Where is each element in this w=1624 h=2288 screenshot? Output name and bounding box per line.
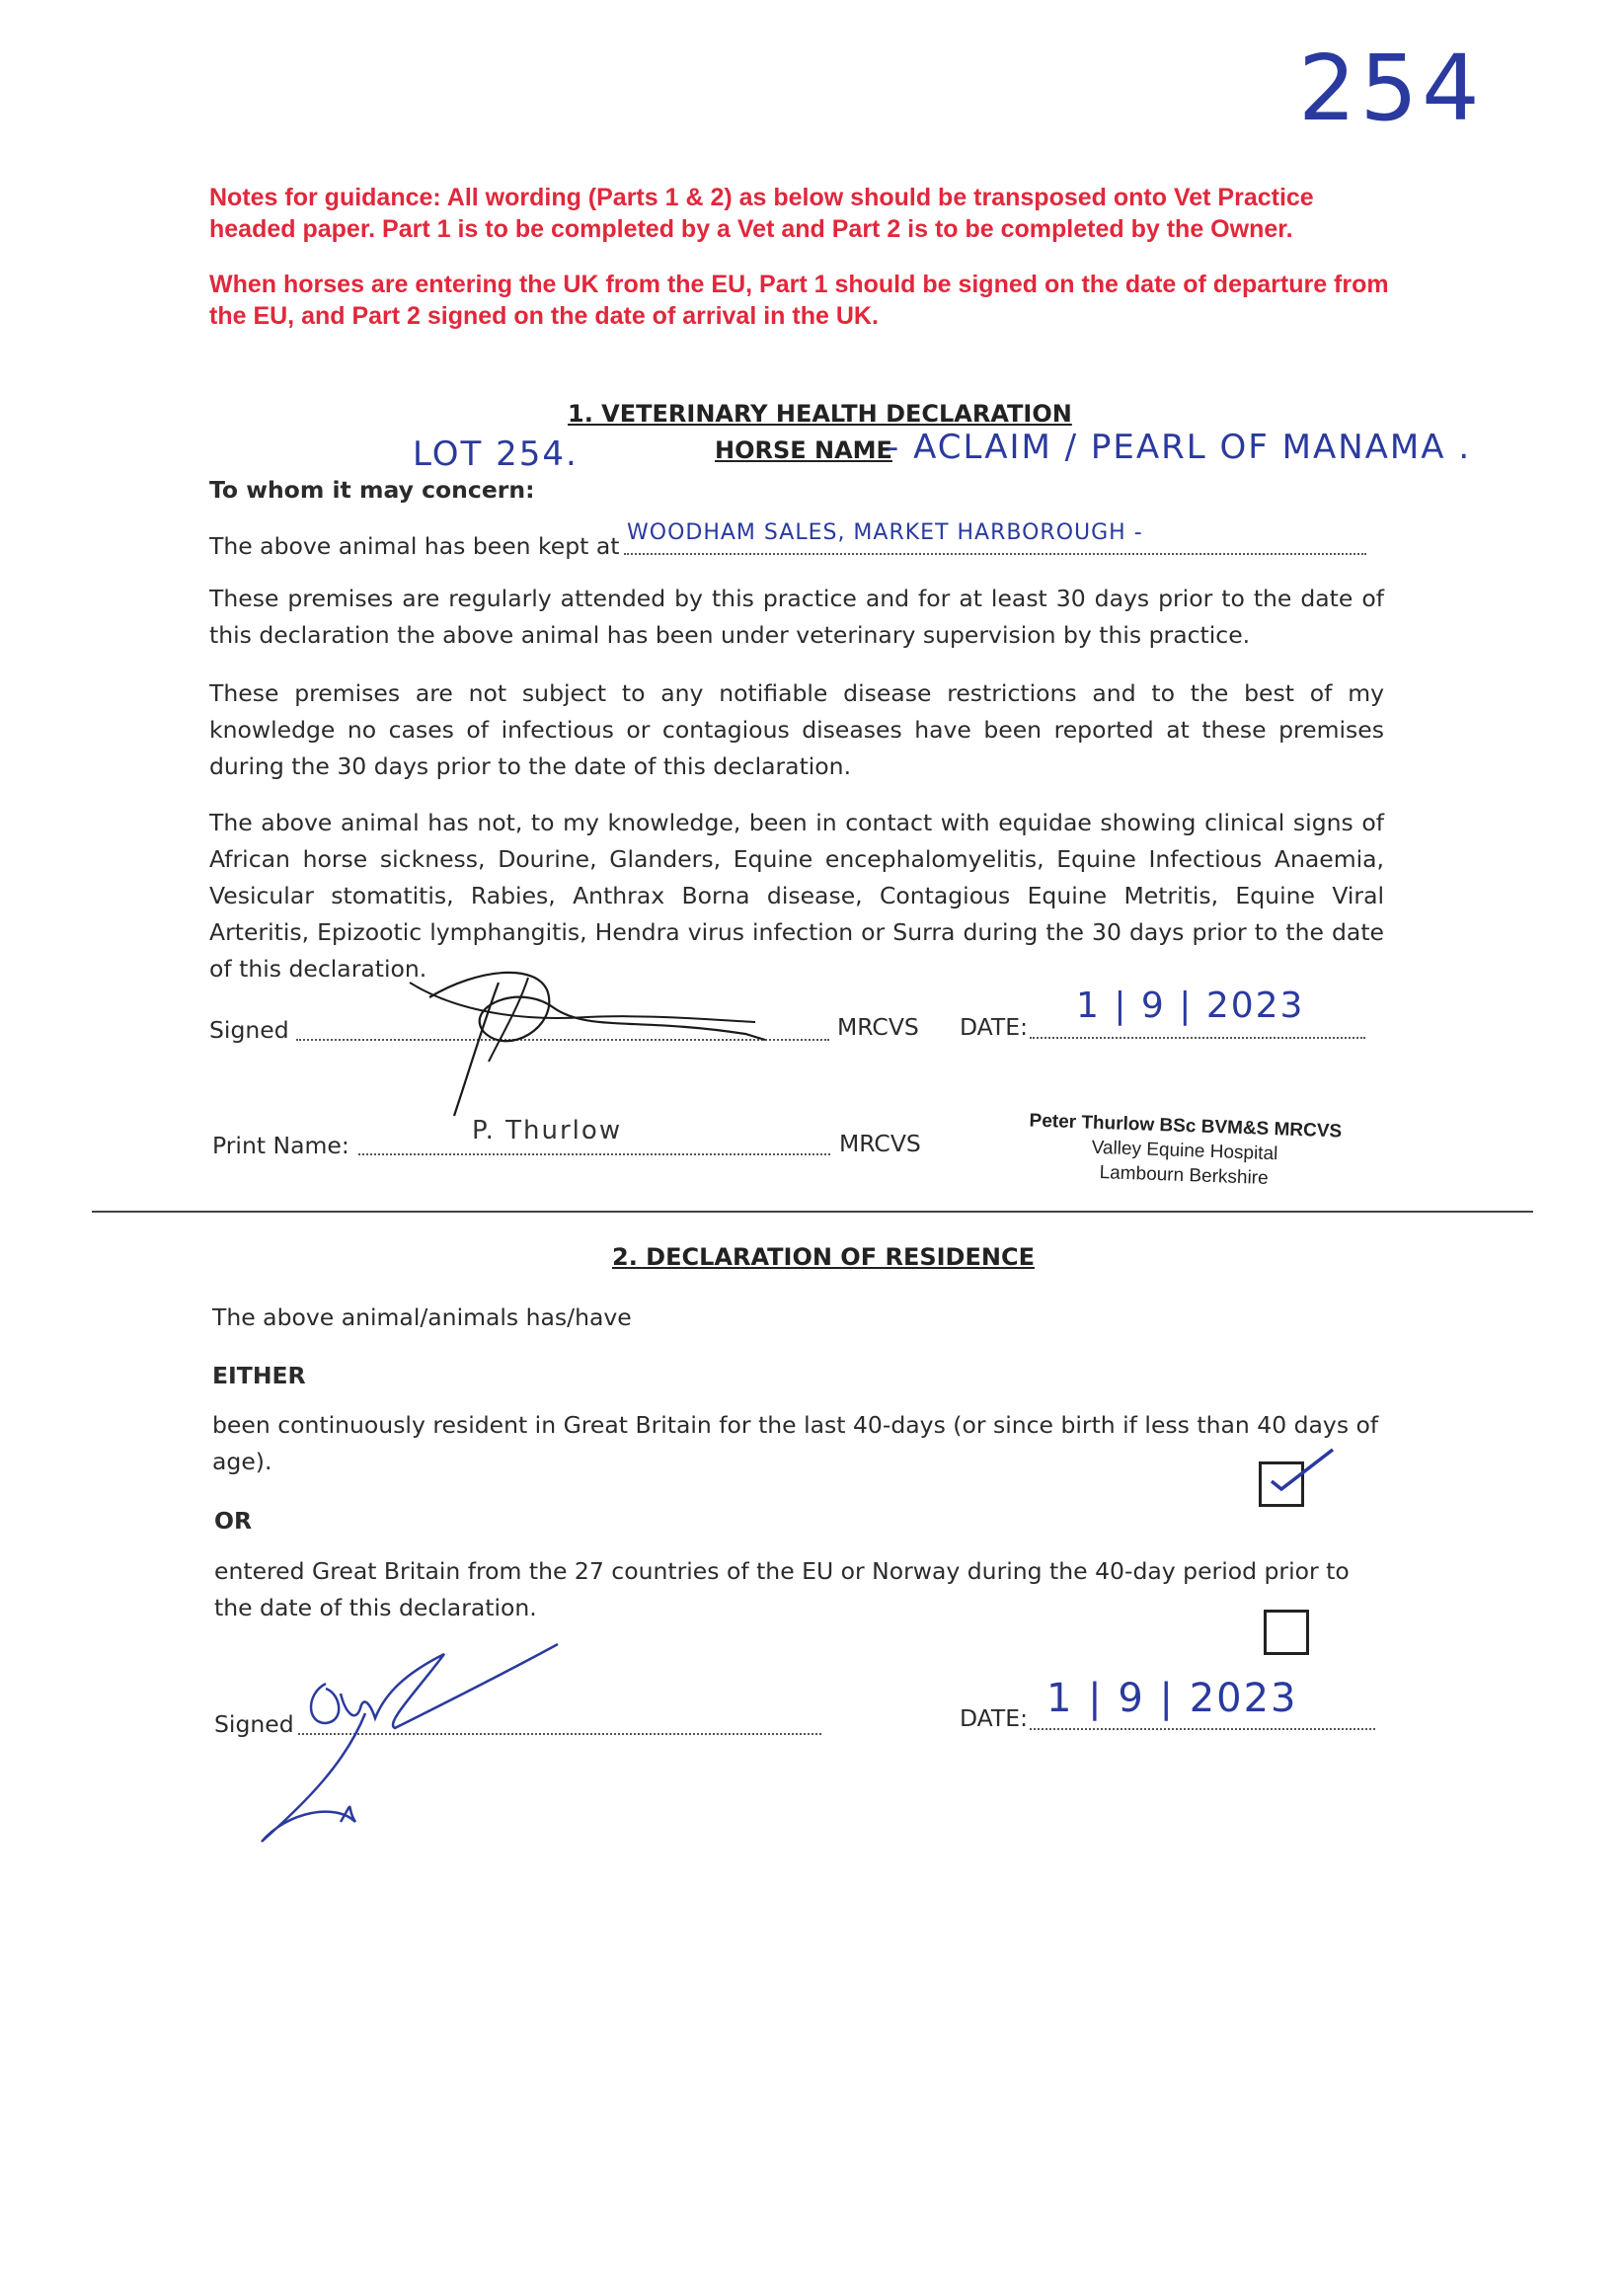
- kept-at-dotted-line: [624, 553, 1366, 555]
- print-name-handwritten: P. Thurlow: [472, 1116, 623, 1145]
- part2-date-label: DATE:: [960, 1704, 1029, 1732]
- part1-date-handwritten: 1 | 9 | 2023: [1076, 986, 1305, 1026]
- part2-date-handwritten: 1 | 9 | 2023: [1046, 1676, 1298, 1721]
- option1-text: been continuously resident in Great Britain for the last 40-days (or since birth if less than 40 days of age).: [212, 1411, 1379, 1475]
- kept-at-handwritten: WOODHAM SALES, MARKET HARBOROUGH -: [627, 520, 1143, 545]
- part2-title: 2. DECLARATION OF RESIDENCE: [612, 1243, 1035, 1271]
- option2-checkbox[interactable]: [1264, 1610, 1309, 1655]
- section-divider: [92, 1211, 1533, 1213]
- horse-name-handwritten: - ACLAIM / PEARL OF MANAMA .: [887, 428, 1472, 467]
- vet-stamp-name: Peter Thurlow BSc BVM&S MRCVS: [1029, 1110, 1343, 1143]
- vet-stamp-location: Lambourn Berkshire: [1099, 1162, 1269, 1189]
- part2-date-line: [1030, 1728, 1375, 1730]
- part2-signed-label: Signed: [214, 1710, 294, 1738]
- owner-signature: [247, 1634, 573, 1852]
- vet-stamp-practice: Valley Equine Hospital: [1091, 1137, 1278, 1165]
- part1-signed-label: Signed: [209, 1016, 289, 1044]
- horse-name-label: HORSE NAME: [715, 436, 892, 464]
- print-name-line: [358, 1153, 830, 1155]
- vet-signature: [390, 963, 785, 1141]
- option2-text: entered Great Britain from the 27 countries of the EU or Norway during the 40-day period prior to the date of this declaration.: [214, 1557, 1350, 1621]
- checkmark-icon: [1264, 1442, 1343, 1501]
- guidance-note-1: Notes for guidance: All wording (Parts 1 & 2) as below should be transposed onto Vet Practice headed paper. Part 1 is to be completed by a Vet and Part 2 is to be completed by the Owner.: [209, 184, 1314, 243]
- part1-title: 1. VETERINARY HEALTH DECLARATION: [568, 400, 1072, 428]
- or-label: OR: [214, 1507, 253, 1535]
- part1-date-label: DATE:: [960, 1013, 1029, 1041]
- part2-intro: The above animal/animals has/have: [212, 1303, 632, 1331]
- lot-handwritten: LOT 254.: [413, 434, 579, 474]
- paragraph-equidae-contact: The above animal has not, to my knowledge, been in contact with equidae showing clinical signs of African horse sickness, Dourine, Glanders, Equine encephalomyelitis, Equine Infectious Anaemia, Vesicular stomatitis, Rabies, Anthrax Borna disease, Contagious Equine Metritis, Equine Viral Arteritis, Epizootic lymphangitis, Hendra virus infection or Surra during the 30 days prior to the date of this declaration.: [209, 809, 1384, 983]
- part1-date-line: [1030, 1037, 1365, 1039]
- print-name-label: Print Name:: [212, 1132, 349, 1159]
- part1-mrcvs-label: MRCVS: [837, 1013, 919, 1041]
- paragraph-restrictions: These premises are not subject to any notifiable disease restrictions and to the best of my knowledge no cases of infectious or contagious diseases have been reported at these premises during the 30 days prior to the date of this declaration.: [209, 679, 1384, 780]
- guidance-note-2: When horses are entering the UK from the EU, Part 1 should be signed on the date of departure from the EU, and Part 2 signed on the date of arrival in the UK.: [209, 271, 1389, 330]
- either-label: EITHER: [212, 1362, 306, 1389]
- handwritten-lot-number: 254: [1298, 36, 1484, 141]
- vet-stamp: [1026, 1108, 1344, 1193]
- paragraph-supervision: These premises are regularly attended by this practice and for at least 30 days prior to the date of this declaration the above animal has been under veterinary supervision by this practice.: [209, 585, 1384, 649]
- kept-at-label: The above animal has been kept at: [209, 532, 620, 560]
- salutation: To whom it may concern:: [209, 476, 535, 504]
- print-name-mrcvs-label: MRCVS: [839, 1130, 921, 1157]
